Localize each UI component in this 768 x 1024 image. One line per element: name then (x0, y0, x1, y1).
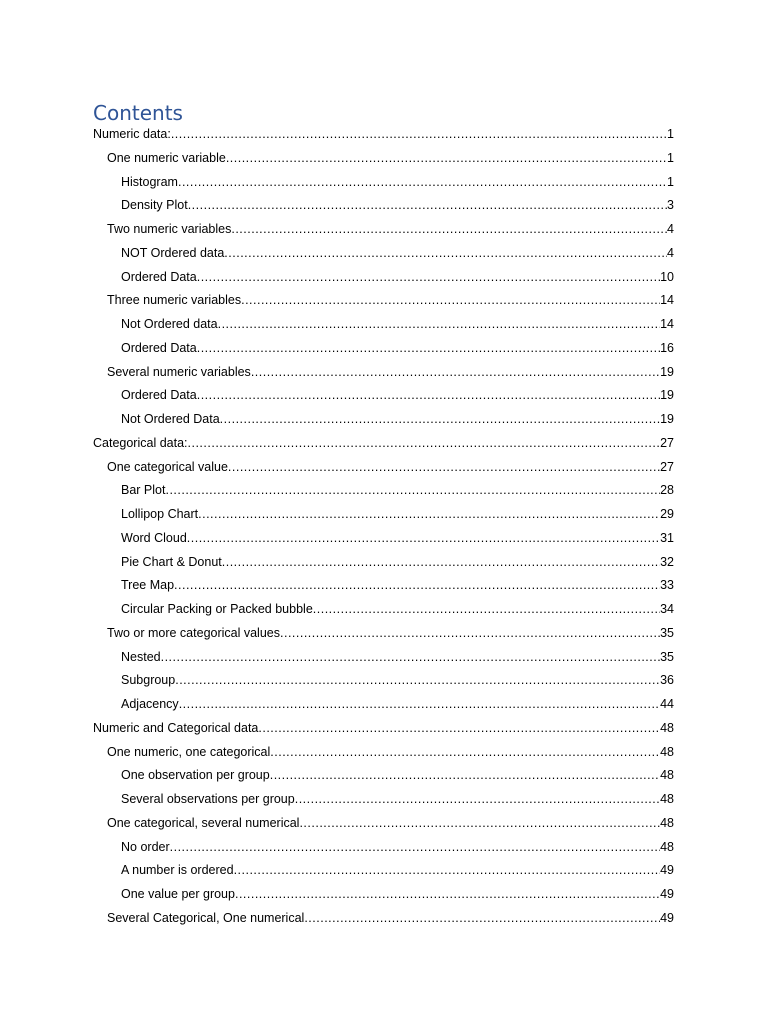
toc-dot-leader (270, 743, 660, 761)
toc-entry-page-number: 19 (660, 412, 674, 426)
toc-dot-leader (179, 695, 660, 713)
toc-dot-leader (299, 814, 660, 832)
toc-entry-page-number: 48 (660, 839, 674, 854)
toc-dot-leader (224, 244, 667, 262)
toc-dot-leader (251, 363, 660, 381)
toc-entry[interactable] (121, 648, 674, 666)
toc-dot-leader (197, 386, 660, 404)
toc-entry-page-number: 31 (660, 530, 674, 545)
toc-entry-title: Ordered Data (121, 340, 197, 355)
toc-dot-leader (295, 790, 660, 808)
toc-entry-page-number: 27 (660, 435, 674, 450)
toc-entry-title: Two numeric variables (107, 222, 232, 236)
toc-entry-title: Three numeric variables (107, 293, 242, 308)
toc-entry-page-number: 14 (660, 293, 674, 308)
toc-dot-leader (198, 505, 660, 523)
toc-entry-title: One numeric, one categorical (107, 744, 271, 759)
toc-dot-leader (178, 173, 667, 191)
toc-dot-leader (218, 315, 661, 333)
toc-entry[interactable] (121, 790, 674, 808)
toc-entry[interactable] (93, 434, 674, 452)
toc-entry-title: A number is ordered (121, 863, 234, 878)
toc-entry[interactable] (107, 909, 674, 927)
toc-entry-page-number: 27 (660, 459, 674, 474)
toc-entry-page-number: 48 (660, 720, 674, 735)
toc-entry[interactable] (121, 553, 674, 571)
toc-dot-leader (188, 434, 661, 452)
toc-entry-title: Two or more categorical values (107, 625, 280, 640)
toc-dot-leader (270, 766, 660, 784)
toc-entry-title: Nested (121, 649, 161, 664)
toc-entry-title: Circular Packing or Packed bubble (121, 602, 313, 616)
toc-dot-leader (231, 220, 667, 238)
toc-dot-leader (175, 671, 660, 689)
toc-entry[interactable] (121, 315, 674, 333)
toc-entry-page-number: 48 (660, 744, 674, 759)
toc-entry[interactable] (121, 861, 674, 879)
toc-dot-leader (222, 553, 660, 571)
toc-entry-title: One categorical, several numerical (107, 815, 300, 830)
toc-entry-page-number: 19 (660, 364, 674, 379)
toc-entry-page-number: 4 (667, 245, 674, 260)
toc-entry-title: Several Categorical, One numerical (107, 910, 305, 925)
toc-entry[interactable] (121, 410, 674, 428)
toc-dot-leader (171, 125, 667, 143)
toc-dot-leader (280, 624, 660, 642)
toc-entry-page-number: 19 (660, 388, 674, 403)
toc-entry[interactable] (107, 458, 674, 476)
toc-entry-page-number: 34 (660, 602, 674, 616)
toc-entry[interactable] (121, 671, 674, 689)
toc-dot-leader (197, 268, 660, 286)
toc-entry[interactable] (107, 291, 674, 309)
toc-entry[interactable] (107, 814, 674, 832)
toc-entry[interactable] (107, 220, 674, 238)
toc-dot-leader (258, 719, 660, 737)
toc-entry-title: One categorical value (107, 459, 228, 474)
toc-entry[interactable] (121, 766, 674, 784)
toc-entry-title: One observation per group (121, 768, 270, 783)
toc-entry-title: Pie Chart & Donut (121, 554, 222, 569)
toc-entry-page-number: 48 (660, 815, 674, 830)
toc-entry-title: NOT Ordered data (121, 245, 225, 260)
toc-entry-page-number: 44 (660, 697, 674, 711)
toc-entry-title: Ordered Data (121, 269, 197, 284)
toc-dot-leader (170, 838, 660, 856)
toc-entry[interactable] (121, 196, 674, 214)
toc-entry[interactable] (121, 838, 674, 856)
toc-entry[interactable] (121, 268, 674, 286)
toc-dot-leader (241, 291, 660, 309)
toc-entry-title: Categorical data: (93, 435, 188, 450)
toc-dot-leader (313, 600, 660, 618)
toc-entry-page-number: 49 (660, 863, 674, 878)
toc-entry-page-number: 35 (660, 625, 674, 640)
toc-dot-leader (226, 149, 667, 167)
toc-dot-leader (304, 909, 660, 927)
toc-entry-title: One value per group (121, 887, 235, 901)
toc-entry[interactable] (121, 529, 674, 547)
toc-entry-title: Lollipop Chart (121, 507, 199, 521)
toc-entry-page-number: 1 (667, 127, 674, 141)
toc-entry-title: Word Cloud (121, 530, 187, 545)
toc-dot-leader (188, 196, 667, 214)
toc-entry-title: Histogram (121, 174, 178, 189)
toc-entry[interactable] (121, 576, 674, 594)
toc-dot-leader (220, 410, 660, 428)
toc-entry-page-number: 49 (660, 887, 674, 901)
toc-dot-leader (187, 529, 660, 547)
toc-dot-leader (197, 339, 660, 357)
toc-entry[interactable] (121, 695, 674, 713)
toc-entry[interactable] (121, 481, 674, 499)
toc-entry[interactable] (121, 339, 674, 357)
toc-entry-page-number: 35 (660, 649, 674, 664)
toc-entry-title: No order (121, 839, 170, 854)
toc-dot-leader (165, 481, 660, 499)
toc-entry-title: Numeric and Categorical data (93, 720, 259, 735)
toc-entry[interactable] (121, 244, 674, 262)
toc-entry-title: Density Plot (121, 198, 188, 213)
toc-entry[interactable] (93, 719, 674, 737)
toc-entry-page-number: 28 (660, 483, 674, 498)
toc-dot-leader (174, 576, 660, 594)
toc-entry-page-number: 1 (667, 150, 674, 165)
toc-entry[interactable] (121, 386, 674, 404)
toc-entry[interactable] (107, 624, 674, 642)
toc-entry-title: Several numeric variables (107, 364, 251, 379)
toc-entry-title: Not Ordered Data (121, 412, 220, 426)
toc-dot-leader (234, 861, 661, 879)
toc-entry[interactable] (107, 743, 674, 761)
toc-entry-page-number: 48 (660, 792, 674, 806)
toc-entry-page-number: 16 (660, 340, 674, 355)
toc-entry[interactable] (121, 505, 674, 523)
toc-entry-title: Subgroup (121, 673, 176, 688)
toc-entry[interactable] (107, 149, 674, 167)
toc-entry-title: Several observations per group (121, 792, 295, 806)
toc-entry-title: Not Ordered data (121, 317, 218, 331)
toc-entry-page-number: 32 (660, 554, 674, 569)
toc-heading: Contents (93, 101, 183, 125)
toc-entry-page-number: 3 (667, 198, 674, 213)
toc-entry[interactable] (121, 600, 674, 618)
toc-entry-page-number: 4 (667, 222, 674, 236)
toc-dot-leader (228, 458, 660, 476)
toc-entry-title: Ordered Data (121, 388, 197, 403)
toc-entry-page-number: 49 (660, 910, 674, 925)
toc-entry[interactable] (121, 173, 674, 191)
toc-entry[interactable] (121, 885, 674, 903)
toc-entry-page-number: 48 (660, 768, 674, 783)
toc-entry-page-number: 29 (660, 507, 674, 521)
toc-entry[interactable] (107, 363, 674, 381)
toc-entry[interactable] (93, 125, 674, 143)
toc-entry-title: Adjacency (121, 697, 179, 711)
toc-dot-leader (235, 885, 660, 903)
toc-entry-page-number: 10 (660, 269, 674, 284)
toc-entry-page-number: 1 (667, 174, 674, 189)
toc-entry-page-number: 14 (660, 317, 674, 331)
toc-entry-title: Numeric data: (93, 127, 171, 141)
toc-entry-title: Tree Map (121, 578, 175, 593)
toc-dot-leader (161, 648, 660, 666)
toc-entry-page-number: 36 (660, 673, 674, 688)
toc-entry-title: Bar Plot (121, 483, 166, 498)
toc-entry-page-number: 33 (660, 578, 674, 593)
toc-entry-title: One numeric variable (107, 150, 226, 165)
